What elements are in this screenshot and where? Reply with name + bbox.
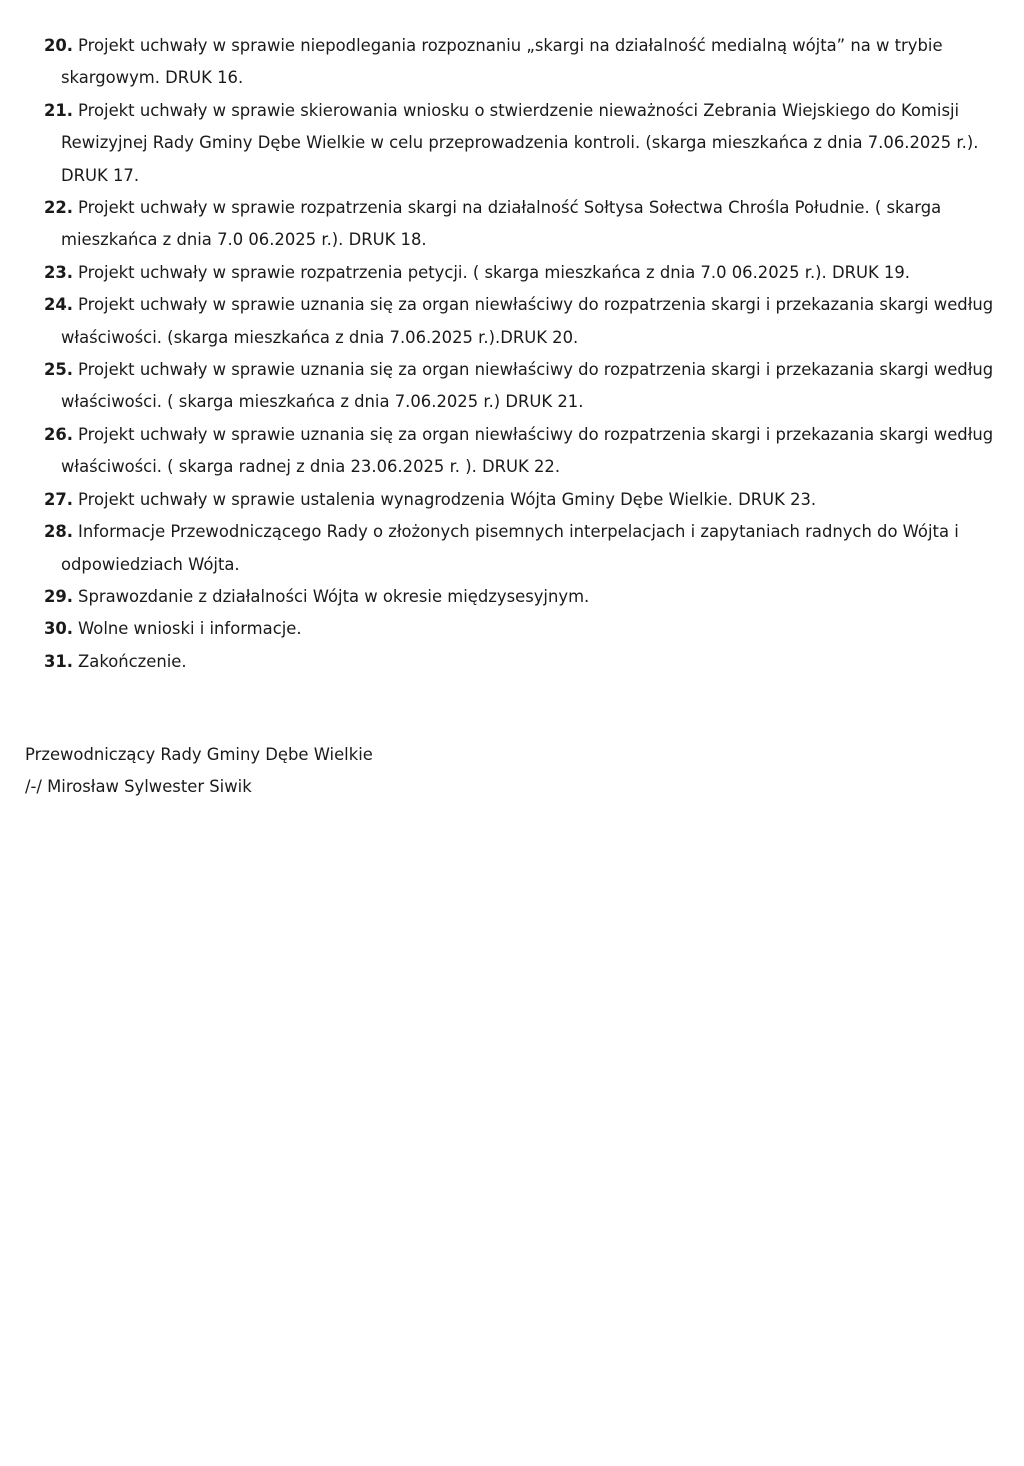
- agenda-item-21: [44, 95, 1004, 192]
- agenda-item-text: Projekt uchwały w sprawie rozpatrzenia skargi na działalność Sołtysa Sołectwa Chrośla Południe. ( skarga mieszkańca z dnia 7.0 06.2025 r.). DRUK 18.: [61, 198, 942, 250]
- agenda-item-26: [44, 419, 1004, 484]
- agenda-item-28: [44, 516, 1004, 581]
- agenda-item-number: 28.: [44, 522, 74, 542]
- agenda-item-number: 29.: [44, 586, 74, 606]
- agenda-item-text: Projekt uchwały w sprawie uznania się za organ niewłaściwy do rozpatrzenia skargi i przekazania skargi według właściwości. ( skarga mieszkańca z dnia 7.06.2025 r.) DRUK 21.: [61, 360, 994, 412]
- agenda-item-29: [44, 581, 1004, 613]
- agenda-item-number: 20.: [44, 36, 74, 55]
- agenda-item-text: Projekt uchwały w sprawie niepodlegania rozpoznaniu „skargi na działalność medialną wójta” na w trybie skargowym. DRUK 16.: [61, 36, 943, 88]
- agenda-item-24: [44, 289, 1004, 354]
- agenda-item-text: Wolne wnioski i informacje.: [78, 619, 302, 639]
- signature-title: Przewodniczący Rady Gminy Dębe Wielkie: [25, 745, 373, 764]
- agenda-item-number: 27.: [44, 489, 74, 509]
- agenda-item-23: [44, 257, 1004, 289]
- agenda-item-number: 30.: [44, 619, 74, 639]
- agenda-item-number: 23.: [44, 262, 74, 282]
- agenda-item-27: [44, 484, 1004, 516]
- agenda-item-number: 26.: [44, 424, 74, 444]
- agenda-item-number: 24.: [44, 295, 74, 315]
- agenda-item-text: Projekt uchwały w sprawie ustalenia wynagrodzenia Wójta Gminy Dębe Wielkie. DRUK 23.: [78, 489, 817, 509]
- signature-name: /-/ Mirosław Sylwester Siwik: [25, 777, 252, 797]
- agenda-item-text: Projekt uchwały w sprawie rozpatrzenia petycji. ( skarga mieszkańca z dnia 7.0 06.2025 r.). DRUK 19.: [78, 262, 910, 282]
- agenda-item-30: [44, 613, 1004, 645]
- agenda-item-text: Projekt uchwały w sprawie uznania się za organ niewłaściwy do rozpatrzenia skargi i przekazania skargi według właściwości. ( skarga radnej z dnia 23.06.2025 r. ). DRUK 22.: [61, 424, 994, 477]
- agenda-item-25: [44, 354, 1004, 419]
- signature-block: [25, 739, 373, 804]
- agenda-item-text: Projekt uchwały w sprawie skierowania wniosku o stwierdzenie nieważności Zebrania Wiejskiego do Komisji Rewizyjnej Rady Gminy Dębe Wielkie w celu przeprowadzenia kontroli. (skarga mieszkańca z dnia 7.06.2025 r.). DRUK 17.: [61, 100, 979, 185]
- agenda-item-20: [44, 30, 1004, 95]
- agenda-item-text: Zakończenie.: [78, 651, 187, 671]
- agenda-item-text: Projekt uchwały w sprawie uznania się za organ niewłaściwy do rozpatrzenia skargi i przekazania skargi według właściwości. (skarga mieszkańca z dnia 7.06.2025 r.).DRUK 20.: [61, 295, 994, 347]
- agenda-item-text: Sprawozdanie z działalności Wójta w okresie międzysesyjnym.: [78, 586, 590, 606]
- agenda-list: [44, 30, 1004, 678]
- agenda-item-number: 22.: [44, 198, 74, 218]
- agenda-item-31: [44, 646, 1004, 678]
- agenda-item-number: 31.: [44, 651, 74, 671]
- agenda-item-22: [44, 192, 1004, 257]
- agenda-item-number: 21.: [44, 100, 74, 120]
- agenda-item-text: Informacje Przewodniczącego Rady o złożonych pisemnych interpelacjach i zapytaniach radnych do Wójta i odpowiedziach Wójta.: [61, 522, 959, 574]
- agenda-item-number: 25.: [44, 360, 74, 380]
